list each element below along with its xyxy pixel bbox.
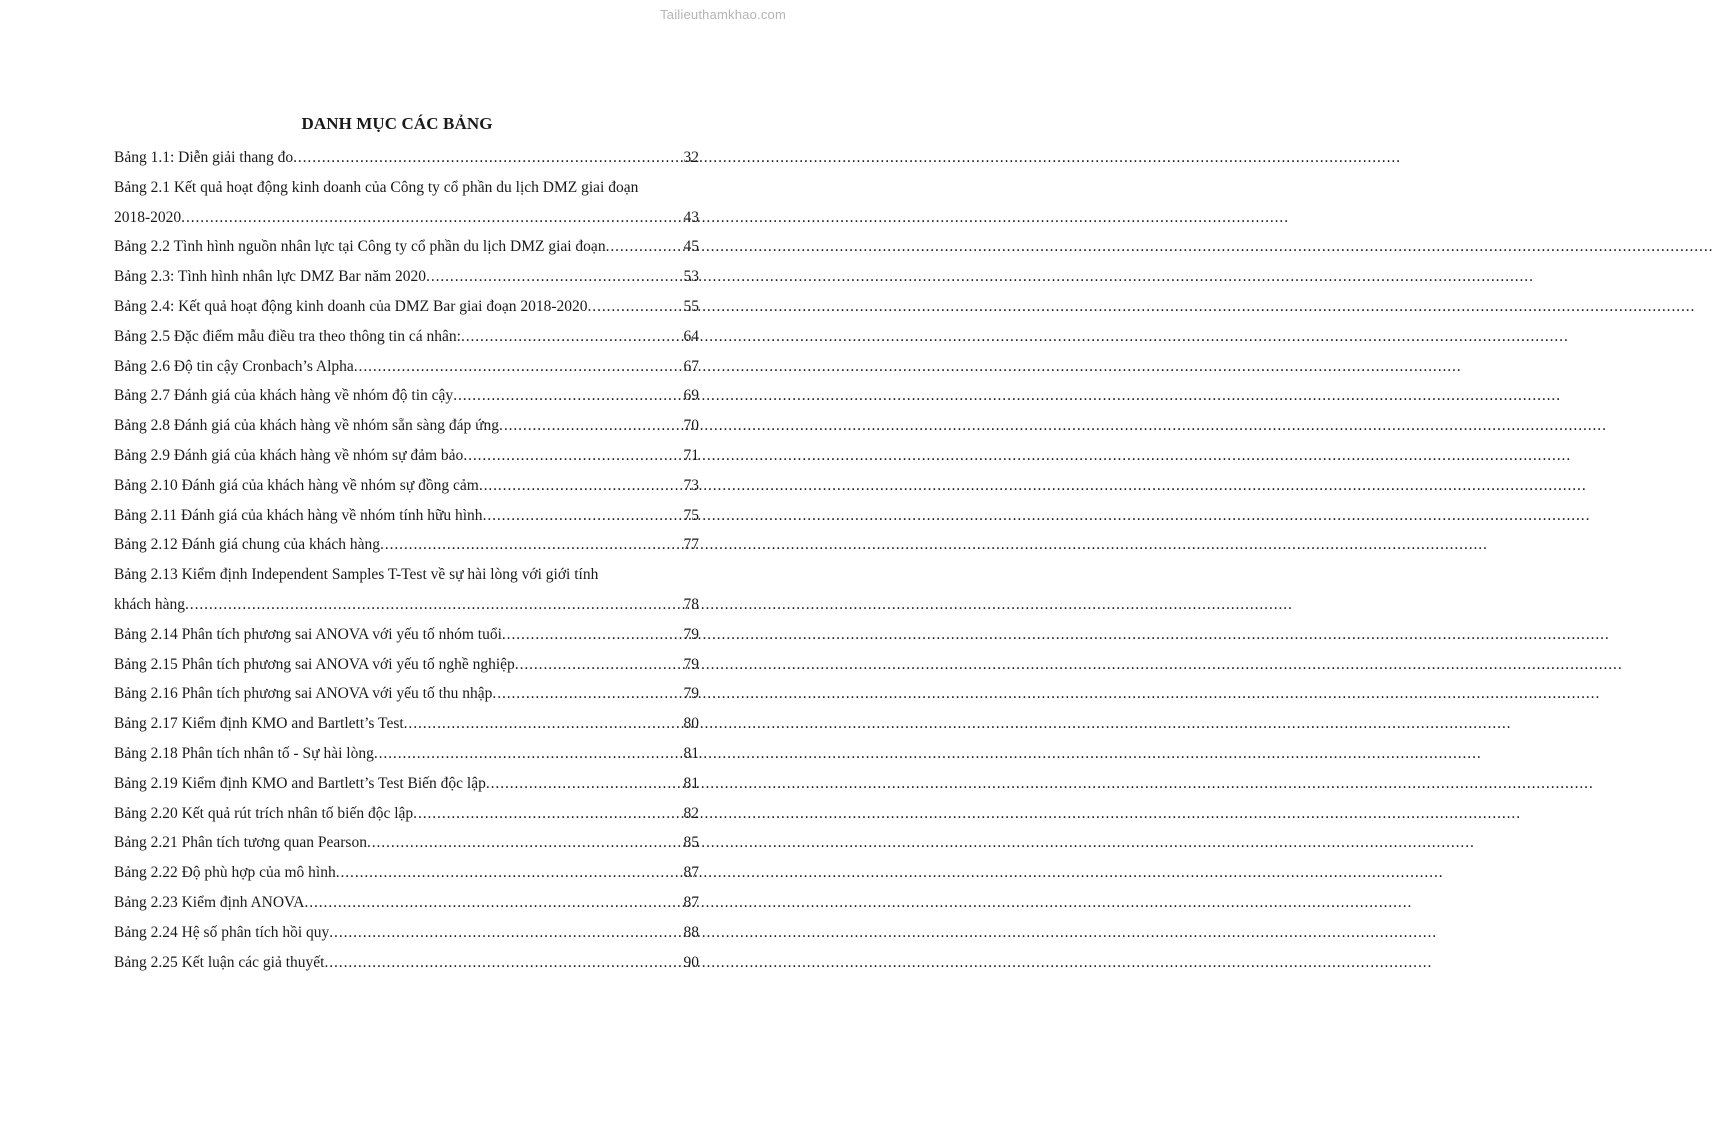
toc-entry-line bbox=[114, 709, 699, 739]
toc-entry[interactable] bbox=[114, 650, 699, 680]
toc-entry-label: Bảng 2.2 Tình hình nguồn nhân lực tại Công ty cổ phần du lịch DMZ giai đoạn bbox=[114, 238, 606, 256]
toc-entry-label: Bảng 2.21 Phân tích tương quan Pearson bbox=[114, 834, 367, 852]
toc-entry[interactable] bbox=[114, 948, 699, 978]
toc-entry-line bbox=[114, 530, 699, 560]
dot-leader bbox=[324, 948, 680, 978]
dot-leader bbox=[606, 232, 681, 262]
toc-entry-line bbox=[114, 948, 699, 978]
toc-entry-page-number: 70 bbox=[683, 417, 699, 435]
toc-entry-line bbox=[114, 650, 699, 680]
toc-entry[interactable] bbox=[114, 411, 699, 441]
toc-entry-line bbox=[114, 679, 699, 709]
toc-entry[interactable] bbox=[114, 381, 699, 411]
toc-entry-line bbox=[114, 352, 699, 382]
toc-entry-label: Bảng 2.19 Kiểm định KMO and Bartlett’s Test Biến độc lập bbox=[114, 774, 486, 792]
toc-entry-title-line: Bảng 2.13 Kiểm định Independent Samples T-Test về sự hài lòng với giới tính bbox=[114, 566, 599, 584]
toc-entry-label: Bảng 2.15 Phân tích phương sai ANOVA với yếu tố nghề nghiệp bbox=[114, 655, 515, 673]
toc-entry-line bbox=[114, 769, 699, 799]
toc-entry-label: Bảng 2.6 Độ tin cậy Cronbach’s Alpha bbox=[114, 357, 354, 375]
toc-entry-page-number: 71 bbox=[683, 446, 699, 464]
toc-entry-page-number: 64 bbox=[683, 327, 699, 345]
toc-entry[interactable] bbox=[114, 560, 699, 620]
toc-entry-line bbox=[114, 888, 699, 918]
dot-leader bbox=[304, 888, 680, 918]
toc-entry-label: khách hàng bbox=[114, 595, 186, 613]
toc-entry-page-number: 55 bbox=[683, 297, 699, 315]
toc-entry[interactable] bbox=[114, 173, 699, 233]
dot-leader bbox=[181, 203, 680, 233]
toc-entry-label: Bảng 2.25 Kết luận các giả thuyết bbox=[114, 953, 325, 971]
toc-entry-page-number: 81 bbox=[683, 774, 699, 792]
dot-leader bbox=[374, 739, 681, 769]
dot-leader bbox=[293, 143, 680, 173]
dot-leader bbox=[499, 411, 680, 441]
toc-entry-line bbox=[114, 471, 699, 501]
toc-entry-label: Bảng 2.20 Kết quả rút trích nhân tố biến độc lập bbox=[114, 804, 414, 822]
toc-entry[interactable] bbox=[114, 858, 699, 888]
toc-entry-line bbox=[114, 262, 699, 292]
dot-leader bbox=[461, 322, 681, 352]
toc-entry[interactable] bbox=[114, 292, 699, 322]
toc-entry-line bbox=[114, 381, 699, 411]
toc-entry-label: Bảng 2.10 Đánh giá của khách hàng về nhóm sự đồng cảm bbox=[114, 476, 479, 494]
toc-entry-line bbox=[114, 858, 699, 888]
toc-entry-line bbox=[114, 143, 699, 173]
toc-entry[interactable] bbox=[114, 471, 699, 501]
toc-entry-line bbox=[114, 739, 699, 769]
toc-entry[interactable] bbox=[114, 143, 699, 173]
toc-entry[interactable] bbox=[114, 679, 699, 709]
toc-entry-label: Bảng 1.1: Diễn giải thang đo bbox=[114, 149, 294, 166]
toc-entry[interactable] bbox=[114, 709, 699, 739]
toc-entry[interactable] bbox=[114, 322, 699, 352]
toc-entry-page-number: 45 bbox=[683, 238, 699, 256]
toc-entry-line bbox=[114, 799, 699, 829]
toc-entry-line bbox=[114, 203, 699, 233]
dot-leader bbox=[502, 620, 681, 650]
toc-entry-page-number: 82 bbox=[683, 804, 699, 822]
toc-entry-label: Bảng 2.23 Kiểm định ANOVA bbox=[114, 893, 305, 911]
dot-leader bbox=[486, 769, 681, 799]
toc-entry-page-number: 78 bbox=[683, 595, 699, 613]
dot-leader bbox=[453, 381, 680, 411]
toc-entry-page-number: 53 bbox=[683, 268, 699, 286]
toc-entry-page-number: 85 bbox=[683, 834, 699, 852]
toc-entry-page-number: 32 bbox=[683, 149, 699, 166]
toc-entry-label: Bảng 2.4: Kết quả hoạt động kinh doanh của DMZ Bar giai đoạn 2018-2020 bbox=[114, 297, 588, 315]
toc-entry[interactable] bbox=[114, 262, 699, 292]
toc-entry-line bbox=[114, 501, 699, 531]
toc-entry-line bbox=[114, 292, 699, 322]
toc-entry-label: Bảng 2.8 Đánh giá của khách hàng về nhóm sẵn sàng đáp ứng bbox=[114, 417, 500, 435]
toc-entry-line bbox=[114, 232, 699, 262]
toc-entry-page-number: 88 bbox=[683, 923, 699, 941]
toc-entry-page-number: 69 bbox=[683, 387, 699, 405]
toc-entry-page-number: 79 bbox=[683, 655, 699, 673]
toc-entry[interactable] bbox=[114, 739, 699, 769]
dot-leader bbox=[367, 828, 681, 858]
toc-entry-page-number: 87 bbox=[683, 893, 699, 911]
dot-leader bbox=[185, 590, 680, 620]
toc-entry-label: 2018-2020 bbox=[114, 208, 182, 226]
toc-entry-label: Bảng 2.18 Phân tích nhân tố - Sự hài lòng bbox=[114, 744, 374, 762]
toc-entry-label: Bảng 2.3: Tình hình nhân lực DMZ Bar năm 2020 bbox=[114, 268, 427, 286]
toc-entry-title-line: Bảng 2.1 Kết quả hoạt động kinh doanh của Công ty cổ phần du lịch DMZ giai đoạn bbox=[114, 178, 639, 196]
toc-entry[interactable] bbox=[114, 888, 699, 918]
toc-entry-line bbox=[114, 322, 699, 352]
toc-entry-line bbox=[114, 441, 699, 471]
dot-leader bbox=[336, 858, 681, 888]
dot-leader bbox=[354, 352, 681, 382]
toc-entry-page-number: 43 bbox=[683, 208, 699, 226]
toc-entry-label: Bảng 2.9 Đánh giá của khách hàng về nhóm sự đảm bảo bbox=[114, 446, 464, 464]
toc-entry-label: Bảng 2.7 Đánh giá của khách hàng về nhóm độ tin cậy bbox=[114, 387, 454, 405]
toc-entry[interactable] bbox=[114, 828, 699, 858]
toc-entry-line bbox=[114, 918, 699, 948]
toc-entry[interactable] bbox=[114, 918, 699, 948]
toc-entry-page-number: 79 bbox=[683, 685, 699, 703]
toc-entry-page-number: 80 bbox=[683, 715, 699, 733]
toc-entry[interactable] bbox=[114, 799, 699, 829]
dot-leader bbox=[483, 501, 681, 531]
dot-leader bbox=[426, 262, 680, 292]
toc-entry-label: Bảng 2.5 Đặc điểm mẫu điều tra theo thông tin cá nhân: bbox=[114, 327, 461, 345]
toc-entry-page-number: 87 bbox=[683, 864, 699, 882]
toc-entry-page-number: 90 bbox=[683, 953, 699, 971]
toc-entry-label: Bảng 2.16 Phân tích phương sai ANOVA với yếu tố thu nhập bbox=[114, 685, 493, 703]
dot-leader bbox=[380, 530, 680, 560]
toc-entry[interactable] bbox=[114, 530, 699, 560]
dot-leader bbox=[588, 292, 681, 322]
table-of-contents bbox=[114, 143, 699, 977]
watermark-text: Tailieuthamkhao.com bbox=[660, 7, 786, 22]
dot-leader bbox=[413, 799, 680, 829]
toc-entry-page-number: 81 bbox=[683, 744, 699, 762]
page-title: DANH MỤC CÁC BẢNG bbox=[301, 114, 493, 133]
toc-entry-label: Bảng 2.22 Độ phù hợp của mô hình bbox=[114, 864, 336, 882]
toc-entry-label: Bảng 2.24 Hệ số phân tích hồi quy bbox=[114, 923, 330, 941]
dot-leader bbox=[404, 709, 681, 739]
dot-leader bbox=[492, 679, 680, 709]
toc-entry-label: Bảng 2.17 Kiểm định KMO and Bartlett’s Test bbox=[114, 715, 404, 733]
dot-leader bbox=[463, 441, 680, 471]
toc-entry[interactable] bbox=[114, 232, 699, 262]
toc-entry-line bbox=[114, 411, 699, 441]
toc-entry-page-number: 77 bbox=[683, 536, 699, 554]
toc-entry-page-number: 75 bbox=[683, 506, 699, 524]
toc-entry-page-number: 79 bbox=[683, 625, 699, 643]
toc-entry[interactable] bbox=[114, 352, 699, 382]
dot-leader bbox=[479, 471, 681, 501]
toc-entry-page-number: 73 bbox=[683, 476, 699, 494]
toc-entry-label: Bảng 2.14 Phân tích phương sai ANOVA với yếu tố nhóm tuổi bbox=[114, 625, 502, 643]
toc-entry-line bbox=[114, 620, 699, 650]
toc-entry[interactable] bbox=[114, 501, 699, 531]
toc-entry[interactable] bbox=[114, 620, 699, 650]
toc-entry-label: Bảng 2.11 Đánh giá của khách hàng về nhóm tính hữu hình bbox=[114, 506, 483, 524]
dot-leader bbox=[515, 650, 681, 680]
toc-entry-line bbox=[114, 828, 699, 858]
toc-entry[interactable] bbox=[114, 769, 699, 799]
toc-entry-page-number: 67 bbox=[683, 357, 699, 375]
dot-leader bbox=[329, 918, 680, 948]
toc-entry-label: Bảng 2.12 Đánh giá chung của khách hàng bbox=[114, 536, 381, 554]
toc-entry[interactable] bbox=[114, 441, 699, 471]
toc-entry-line bbox=[114, 590, 699, 620]
